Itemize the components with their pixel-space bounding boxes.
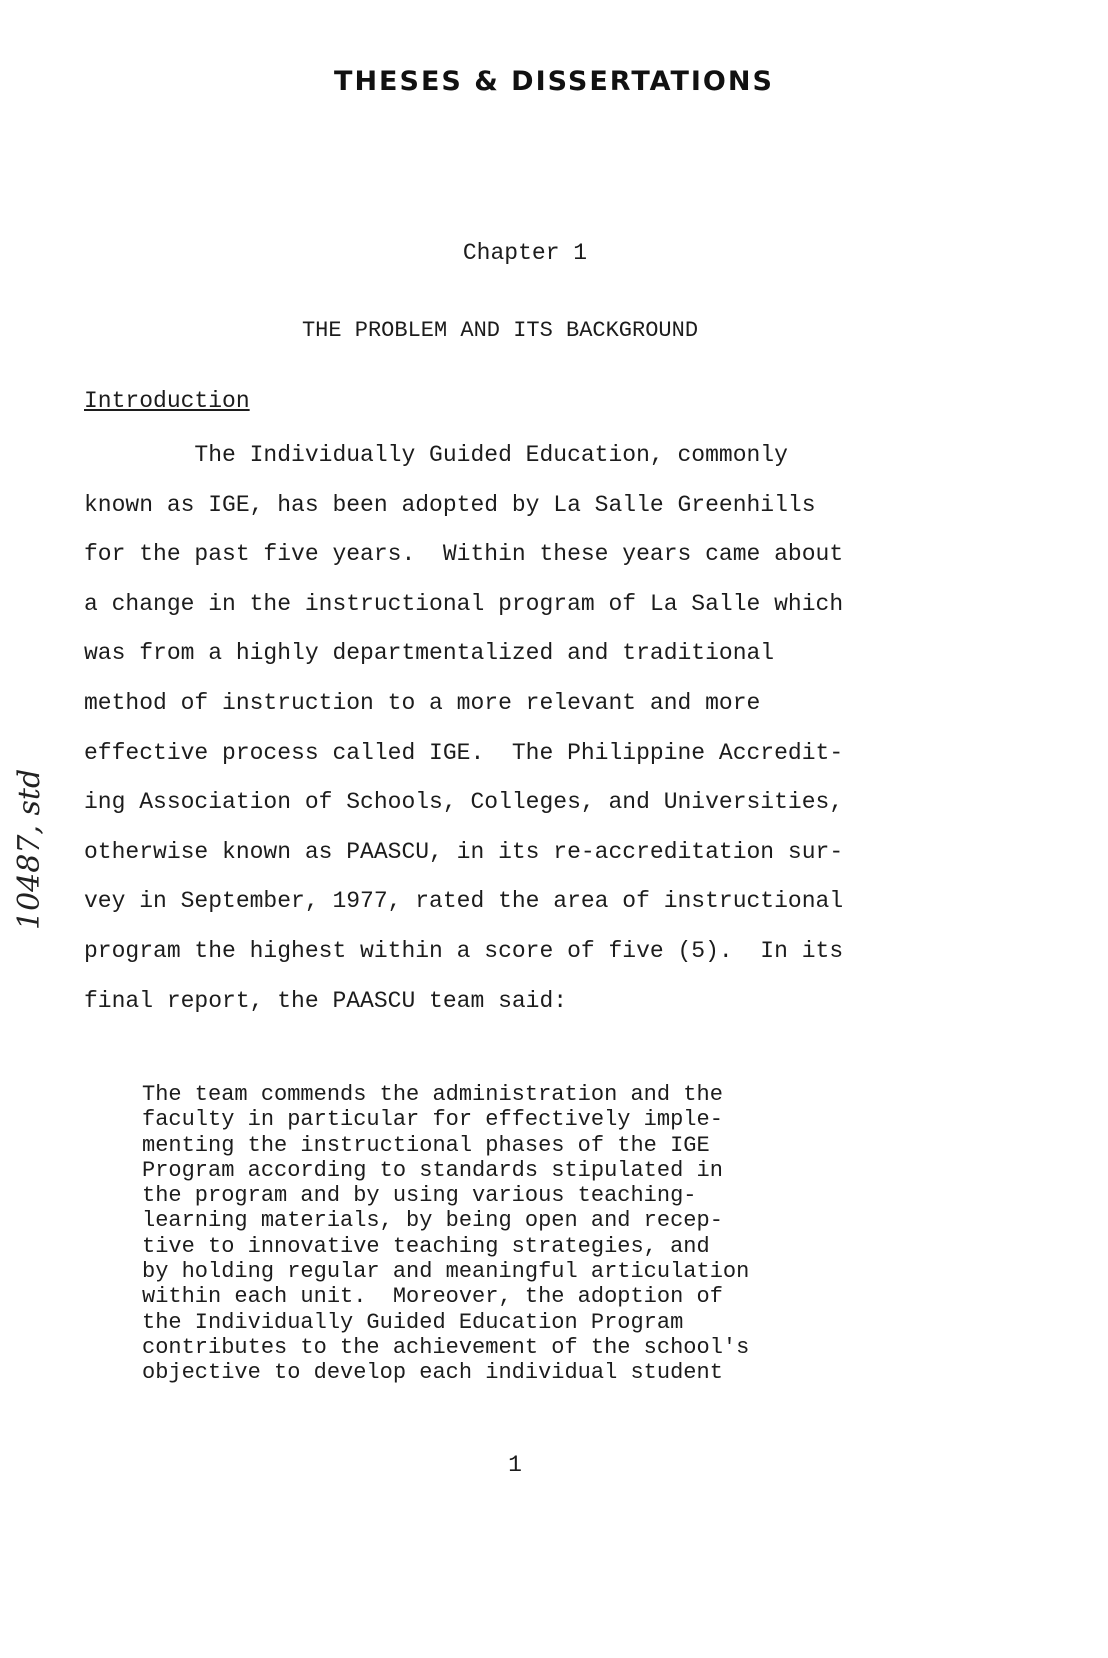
archive-stamp-header: THESES & DISSERTATIONS <box>334 66 774 97</box>
paragraph-line: known as IGE, has been adopted by La Salle Greenhills <box>84 491 816 518</box>
quote-line: objective to develop each individual student <box>142 1360 723 1386</box>
quote-line: The team commends the administration and the <box>142 1082 723 1107</box>
quote-line: within each unit. Moreover, the adoption of <box>142 1284 723 1310</box>
chapter-title: THE PROBLEM AND ITS BACKGROUND <box>301 318 699 343</box>
quote-line: Program according to standards stipulated in <box>142 1157 723 1183</box>
quote-line: the program and by using various teaching- <box>142 1183 697 1209</box>
paragraph-line: method of instruction to a more relevant and more <box>84 689 761 716</box>
paragraph-line: vey in September, 1977, rated the area of instructional <box>84 888 844 915</box>
paragraph-line: final report, the PAASCU team said: <box>84 987 568 1014</box>
paragraph-line: program the highest within a score of five (5). In its <box>84 937 844 964</box>
quote-line: contributes to the achievement of the school's <box>142 1334 750 1360</box>
paragraph-line: for the past five years. Within these years came about <box>84 541 844 568</box>
paragraph-line: The Individually Guided Education, commonly <box>84 442 788 468</box>
chapter-label: Chapter 1 <box>462 240 588 266</box>
paragraph-line: effective process called IGE. The Philippine Accredit- <box>84 739 844 766</box>
handwritten-margin-note: 10487, std <box>12 768 47 930</box>
paragraph-line: ing Association of Schools, Colleges, and Universities, <box>84 789 844 816</box>
quote-line: faculty in particular for effectively imple- <box>142 1107 723 1133</box>
page-number: 1 <box>508 1452 522 1478</box>
section-heading: Introduction <box>84 388 250 414</box>
quote-line: by holding regular and meaningful articulation <box>142 1259 750 1285</box>
paragraph-line: was from a highly departmentalized and traditional <box>84 640 775 667</box>
quote-line: the Individually Guided Education Program <box>142 1309 684 1335</box>
quote-line: menting the instructional phases of the IGE <box>142 1132 710 1158</box>
block-quote <box>142 1082 902 1386</box>
quote-line: learning materials, by being open and recep- <box>142 1208 723 1234</box>
paragraph-line: otherwise known as PAASCU, in its re-accreditation sur- <box>84 838 844 865</box>
quote-line: tive to innovative teaching strategies, and <box>142 1233 710 1259</box>
body-paragraph <box>84 436 964 1031</box>
paragraph-line: a change in the instructional program of La Salle which <box>84 590 844 617</box>
